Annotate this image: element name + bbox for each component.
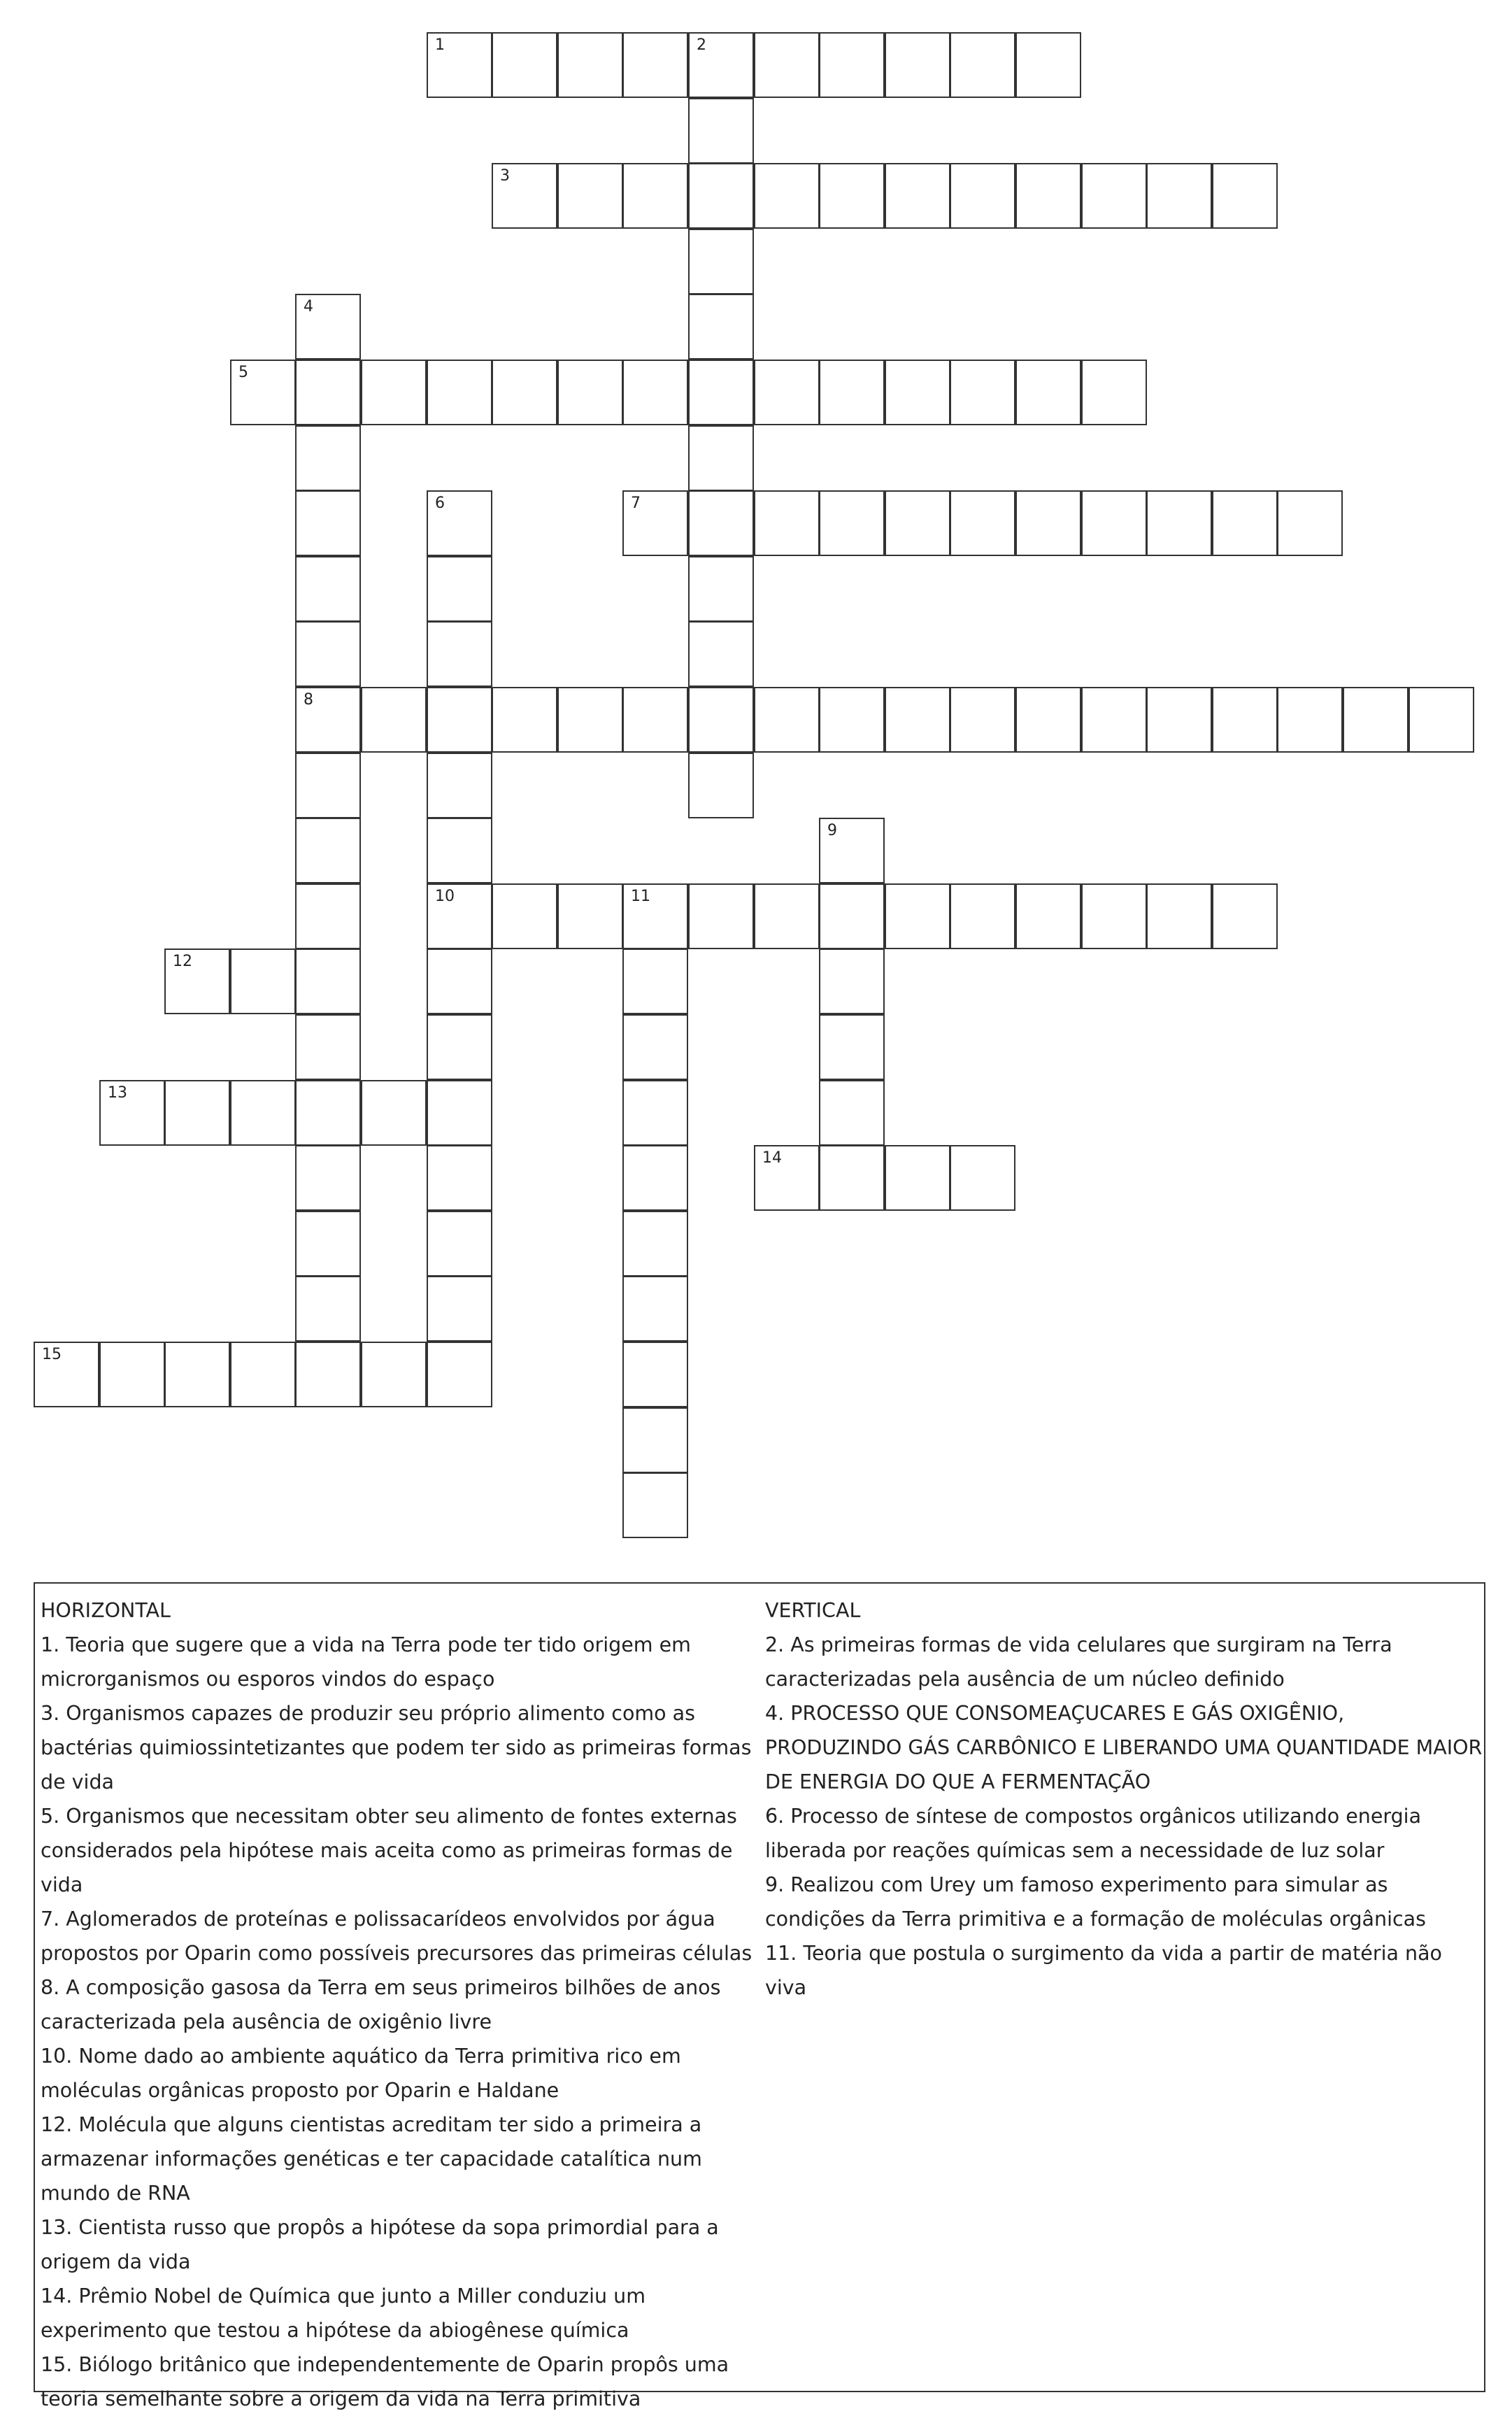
grid-cell[interactable]	[950, 360, 1015, 425]
grid-cell[interactable]	[622, 1472, 688, 1538]
grid-cell[interactable]	[295, 818, 361, 883]
grid-cell[interactable]	[950, 1145, 1015, 1211]
grid-cell[interactable]	[557, 163, 623, 229]
grid-cell[interactable]	[885, 687, 950, 753]
grid-cell[interactable]	[34, 1342, 99, 1407]
grid-cell[interactable]	[1277, 490, 1343, 556]
grid-cell[interactable]	[688, 229, 754, 294]
clue-number: 13	[108, 1084, 127, 1102]
grid-cell[interactable]	[427, 1276, 492, 1342]
grid-cell[interactable]	[754, 687, 820, 753]
clue-across-13: 13. Cientista russo que propôs a hipótese da sopa primordial para a origem da vida	[41, 2216, 719, 2273]
grid-cell[interactable]	[557, 32, 623, 98]
clue-number: 14	[762, 1149, 782, 1167]
grid-cell[interactable]	[688, 490, 754, 556]
grid-cell[interactable]	[819, 490, 885, 556]
grid-cell[interactable]	[427, 1145, 492, 1211]
grid-cell[interactable]	[1015, 32, 1081, 98]
clue-number: 2	[697, 36, 706, 54]
grid-cell[interactable]	[622, 1080, 688, 1146]
grid-cell[interactable]	[427, 753, 492, 818]
grid-cell[interactable]	[230, 1342, 296, 1407]
across-clues	[41, 1593, 761, 2416]
clue-across-8: 8. A composição gasosa da Terra em seus primeiros bilhões de anos caracterizada pela ausência de oxigênio livre	[41, 1976, 721, 2033]
grid-cell[interactable]	[885, 163, 950, 229]
grid-cell[interactable]	[688, 425, 754, 491]
grid-cell[interactable]	[557, 883, 623, 949]
clue-down-11: 11. Teoria que postula o surgimento da vida a partir de matéria não viva	[765, 1942, 1442, 1999]
grid-cell[interactable]	[950, 883, 1015, 949]
down-clues	[765, 1593, 1484, 2005]
down-heading: VERTICAL	[765, 1599, 861, 1622]
clue-across-5: 5. Organismos que necessitam obter seu alimento de fontes externas considerados pela hipótese mais aceita como as primeiras formas de vida	[41, 1805, 737, 1896]
grid-cell[interactable]	[295, 1211, 361, 1277]
grid-cell[interactable]	[950, 163, 1015, 229]
grid-cell[interactable]	[819, 1080, 885, 1146]
grid-cell[interactable]	[427, 687, 492, 753]
grid-cell[interactable]	[557, 360, 623, 425]
grid-cell[interactable]	[622, 948, 688, 1014]
clue-across-3: 3. Organismos capazes de produzir seu próprio alimento como as bactérias quimiossintetizantes que podem ter sido as primeiras formas de vida	[41, 1702, 752, 1793]
grid-cell[interactable]	[295, 687, 361, 753]
grid-cell[interactable]	[819, 687, 885, 753]
grid-cell[interactable]	[819, 818, 885, 883]
grid-cell[interactable]	[164, 1080, 230, 1146]
grid-cell[interactable]	[1015, 883, 1081, 949]
grid-cell[interactable]	[492, 687, 557, 753]
grid-cell[interactable]	[1146, 883, 1212, 949]
clue-down-9: 9. Realizou com Urey um famoso experimento para simular as condições da Terra primitiva e a formação de moléculas orgânicas	[765, 1873, 1426, 1931]
grid-cell[interactable]	[295, 360, 361, 425]
grid-cell[interactable]	[427, 1211, 492, 1277]
grid-cell[interactable]	[1277, 687, 1343, 753]
grid-cell[interactable]	[295, 425, 361, 491]
grid-cell[interactable]	[427, 818, 492, 883]
grid-cell[interactable]	[688, 753, 754, 818]
clue-number: 11	[631, 888, 650, 905]
grid-cell[interactable]	[1015, 163, 1081, 229]
grid-cell[interactable]	[819, 948, 885, 1014]
grid-cell[interactable]	[1146, 490, 1212, 556]
grid-cell[interactable]	[754, 360, 820, 425]
clue-number: 15	[42, 1346, 62, 1363]
grid-cell[interactable]	[361, 360, 427, 425]
grid-cell[interactable]	[427, 1080, 492, 1146]
grid-cell[interactable]	[361, 687, 427, 753]
grid-cell[interactable]	[361, 1342, 427, 1407]
grid-cell[interactable]	[492, 883, 557, 949]
clue-number: 1	[435, 36, 445, 54]
grid-cell[interactable]	[427, 490, 492, 556]
clue-number: 9	[827, 822, 837, 839]
grid-cell[interactable]	[1081, 490, 1147, 556]
grid-cell[interactable]	[819, 1014, 885, 1080]
grid-cell[interactable]	[164, 948, 230, 1014]
grid-cell[interactable]	[622, 490, 688, 556]
grid-cell[interactable]	[819, 163, 885, 229]
grid-cell[interactable]	[1081, 163, 1147, 229]
clue-across-10: 10. Nome dado ao ambiente aquático da Terra primitiva rico em moléculas orgânicas proposto por Oparin e Haldane	[41, 2045, 681, 2102]
grid-cell[interactable]	[688, 621, 754, 687]
grid-cell[interactable]	[885, 883, 950, 949]
grid-cell[interactable]	[427, 360, 492, 425]
grid-cell[interactable]	[99, 1342, 165, 1407]
grid-cell[interactable]	[295, 1080, 361, 1146]
clue-across-14: 14. Prêmio Nobel de Química que junto a Miller conduziu um experimento que testou a hipótese da abiogênese química	[41, 2284, 646, 2342]
grid-cell[interactable]	[950, 687, 1015, 753]
grid-cell[interactable]	[230, 360, 296, 425]
grid-cell[interactable]	[754, 163, 820, 229]
grid-cell[interactable]	[295, 621, 361, 687]
grid-cell[interactable]	[295, 1145, 361, 1211]
grid-cell[interactable]	[295, 294, 361, 360]
grid-cell[interactable]	[754, 32, 820, 98]
grid-cell[interactable]	[688, 98, 754, 164]
grid-cell[interactable]	[1015, 687, 1081, 753]
grid-cell[interactable]	[427, 621, 492, 687]
grid-cell[interactable]	[295, 1276, 361, 1342]
clue-across-12: 12. Molécula que alguns cientistas acreditam ter sido a primeira a armazenar informações genéticas e ter capacidade catalítica num mundo de RNA	[41, 2113, 702, 2205]
clue-number: 5	[238, 364, 248, 381]
grid-cell[interactable]	[295, 1014, 361, 1080]
grid-cell[interactable]	[885, 360, 950, 425]
clue-across-15: 15. Biólogo britânico que independentemente de Oparin propôs uma teoria semelhante sobre a origem da vida na Terra primitiva	[41, 2353, 729, 2410]
grid-cell[interactable]	[1015, 490, 1081, 556]
grid-cell[interactable]	[688, 883, 754, 949]
grid-cell[interactable]	[230, 1080, 296, 1146]
grid-cell[interactable]	[754, 883, 820, 949]
clue-down-4: 4. PROCESSO QUE CONSOMEAÇUCARES E GÁS OXIGÊNIO, PRODUZINDO GÁS CARBÔNICO E LIBERANDO UMA QUANTIDADE MAIOR DE ENERGIA DO QUE A FERMENTAÇÃO	[765, 1702, 1483, 1793]
grid-cell[interactable]	[164, 1342, 230, 1407]
clue-across-7: 7. Aglomerados de proteínas e polissacarídeos envolvidos por água propostos por Oparin como possíveis precursores das primeiras células	[41, 1907, 753, 1965]
grid-cell[interactable]	[1081, 883, 1147, 949]
grid-cell[interactable]	[492, 163, 557, 229]
grid-cell[interactable]	[427, 1014, 492, 1080]
clue-number: 3	[500, 167, 510, 185]
grid-cell[interactable]	[492, 360, 557, 425]
grid-cell[interactable]	[295, 883, 361, 949]
grid-cell[interactable]	[688, 32, 754, 98]
grid-cell[interactable]	[622, 1276, 688, 1342]
grid-cell[interactable]	[361, 1080, 427, 1146]
grid-cell[interactable]	[819, 32, 885, 98]
grid-cell[interactable]	[1081, 360, 1147, 425]
grid-cell[interactable]	[754, 490, 820, 556]
grid-cell[interactable]	[622, 1211, 688, 1277]
clue-number: 8	[304, 691, 313, 709]
grid-cell[interactable]	[622, 1145, 688, 1211]
clue-number: 10	[435, 888, 455, 905]
grid-cell[interactable]	[557, 687, 623, 753]
grid-cell[interactable]	[1146, 687, 1212, 753]
grid-cell[interactable]	[427, 1342, 492, 1407]
grid-cell[interactable]	[622, 1407, 688, 1473]
grid-cell[interactable]	[1212, 687, 1278, 753]
grid-cell[interactable]	[1343, 687, 1408, 753]
grid-cell[interactable]	[688, 360, 754, 425]
clue-down-6: 6. Processo de síntese de compostos orgânicos utilizando energia liberada por reações químicas sem a necessidade de luz solar	[765, 1805, 1422, 1862]
grid-cell[interactable]	[427, 948, 492, 1014]
grid-cell[interactable]	[427, 32, 492, 98]
grid-cell[interactable]	[885, 32, 950, 98]
grid-cell[interactable]	[622, 163, 688, 229]
grid-cell[interactable]	[492, 32, 557, 98]
grid-cell[interactable]	[622, 32, 688, 98]
grid-cell[interactable]	[1212, 163, 1278, 229]
grid-cell[interactable]	[1212, 490, 1278, 556]
grid-cell[interactable]	[1146, 163, 1212, 229]
grid-cell[interactable]	[230, 948, 296, 1014]
grid-cell[interactable]	[295, 753, 361, 818]
grid-cell[interactable]	[1081, 687, 1147, 753]
grid-cell[interactable]	[819, 1145, 885, 1211]
grid-cell[interactable]	[950, 490, 1015, 556]
grid-cell[interactable]	[754, 1145, 820, 1211]
grid-cell[interactable]	[1212, 883, 1278, 949]
clues-box	[34, 1582, 1485, 2410]
grid-cell[interactable]	[295, 490, 361, 556]
clue-number: 12	[173, 953, 192, 970]
grid-cell[interactable]	[885, 1145, 950, 1211]
grid-cell[interactable]	[819, 360, 885, 425]
grid-cell[interactable]	[688, 687, 754, 753]
clue-across-1: 1. Teoria que sugere que a vida na Terra pode ter tido origem em microrganismos ou esporos vindos do espaço	[41, 1633, 691, 1691]
grid-cell[interactable]	[1408, 687, 1474, 753]
clue-number: 6	[435, 495, 445, 512]
grid-cell[interactable]	[950, 32, 1015, 98]
clue-number: 7	[631, 495, 641, 512]
grid-cell[interactable]	[295, 948, 361, 1014]
grid-cell[interactable]	[622, 360, 688, 425]
grid-cell[interactable]	[295, 1342, 361, 1407]
grid-cell[interactable]	[622, 1342, 688, 1407]
grid-cell[interactable]	[427, 883, 492, 949]
grid-cell[interactable]	[622, 883, 688, 949]
grid-cell[interactable]	[819, 883, 885, 949]
grid-cell[interactable]	[885, 490, 950, 556]
grid-cell[interactable]	[688, 294, 754, 360]
grid-cell[interactable]	[99, 1080, 165, 1146]
clue-down-2: 2. As primeiras formas de vida celulares que surgiram na Terra caracterizadas pela ausência de um núcleo definido	[765, 1633, 1392, 1691]
grid-cell[interactable]	[1015, 360, 1081, 425]
grid-cell[interactable]	[427, 556, 492, 622]
grid-cell[interactable]	[622, 687, 688, 753]
across-heading: HORIZONTAL	[41, 1599, 171, 1622]
grid-cell[interactable]	[688, 163, 754, 229]
grid-cell[interactable]	[622, 1014, 688, 1080]
grid-cell[interactable]	[295, 556, 361, 622]
grid-cell[interactable]	[688, 556, 754, 622]
clue-number: 4	[304, 298, 313, 315]
